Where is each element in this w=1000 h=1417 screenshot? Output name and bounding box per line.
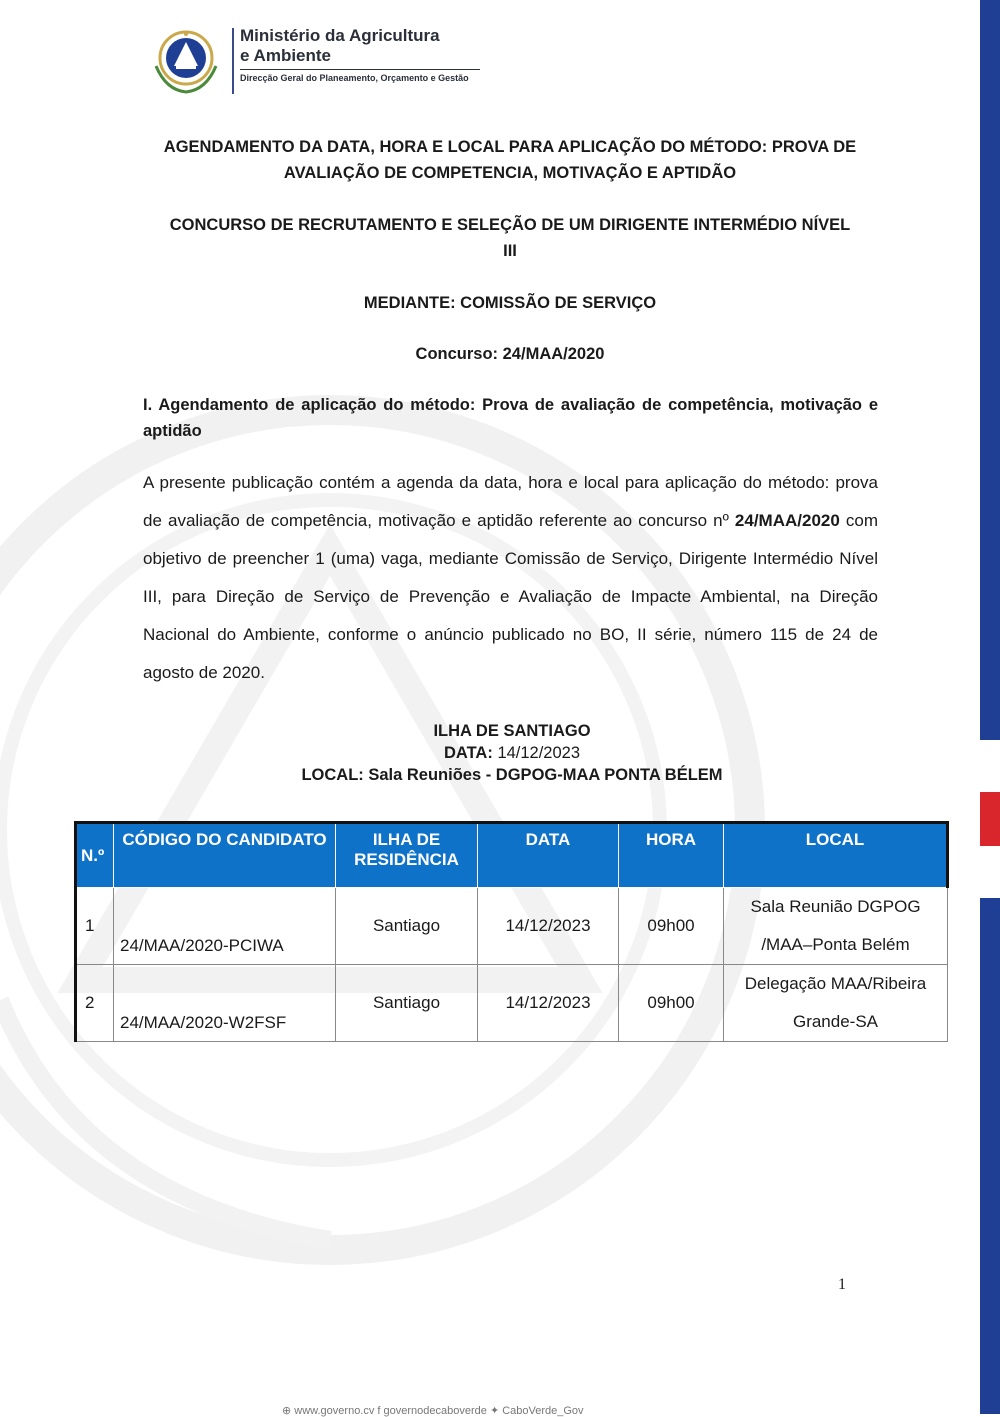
body-bold-reference: 24/MAA/2020 <box>734 511 840 530</box>
row-local <box>724 965 948 1042</box>
document-title <box>140 134 880 186</box>
island-local: LOCAL: Sala Reuniões - DGPOG-MAA PONTA BÉLEM <box>301 766 723 784</box>
island-date-value: 14/12/2023 <box>497 744 581 762</box>
row-local <box>724 888 948 965</box>
header-date: DATA <box>478 823 619 888</box>
row-local-line1: Sala Reunião DGPOG <box>750 897 921 916</box>
header-time: HORA <box>619 823 724 888</box>
table-row <box>76 965 948 1042</box>
body-text-part1: A presente publicação contém a agenda da data, hora e local para aplicação do método: prova de avaliação de competência, motivação e aptidão referente ao concurso nº <box>143 473 878 530</box>
coat-of-arms-icon <box>146 26 226 96</box>
footer-social-links: ⊕ www.governo.cv f governodecaboverde ✦ CaboVerde_Gov <box>282 1405 584 1417</box>
edge-stripe-blue-bottom <box>980 898 1000 1414</box>
body-paragraph <box>143 464 878 692</box>
contest-title <box>140 212 880 264</box>
row-local-line1: Delegação MAA/Ribeira <box>744 974 927 993</box>
row-number: 2 <box>76 965 114 1042</box>
edge-stripe-blue <box>980 0 1000 740</box>
row-candidate-code: 24/MAA/2020-PCIWA <box>114 888 336 965</box>
row-island: Santiago <box>336 888 478 965</box>
row-local-line2: Grande-SA <box>792 1012 879 1031</box>
document-title-line1: AGENDAMENTO DA DATA, HORA E LOCAL PARA APLICAÇÃO DO MÉTODO: PROVA DE <box>163 138 857 156</box>
island-date <box>140 742 884 764</box>
section-title: I. Agendamento de aplicação do método: Prova de avaliação de competência, motivação e aptidão <box>143 396 878 440</box>
contest-title-line2: III <box>503 242 517 260</box>
row-candidate-code: 24/MAA/2020-W2FSF <box>114 965 336 1042</box>
header-candidate-code: CÓDIGO DO CANDIDATO <box>114 823 336 888</box>
contest-title-line1: CONCURSO DE RECRUTAMENTO E SELEÇÃO DE UM DIRIGENTE INTERMÉDIO NÍVEL <box>169 216 851 234</box>
row-local-line2: /MAA–Ponta Belém <box>761 935 910 954</box>
page-number: 1 <box>838 1276 846 1293</box>
ministry-name-line2: e Ambiente <box>240 46 332 65</box>
edge-stripe-red <box>980 792 1000 846</box>
row-date: 14/12/2023 <box>478 888 619 965</box>
island-date-label: DATA: <box>443 744 493 762</box>
row-island: Santiago <box>336 965 478 1042</box>
body-text-part2: com objetivo de preencher 1 (uma) vaga, mediante Comissão de Serviço, Dirigente Intermédio Nível III, para Direção de Serviço de Prevenção e Avaliação de Impacte Ambiental, na Direção Nacional do Ambiente, conforme o anúncio publicado no BO, II série, número 115 de 24 de agosto de 2020. <box>143 511 879 682</box>
letterhead <box>146 26 480 96</box>
header-divider <box>232 28 234 94</box>
header-local: LOCAL <box>724 823 948 888</box>
row-time: 09h00 <box>619 965 724 1042</box>
header-rule <box>240 69 480 70</box>
row-date: 14/12/2023 <box>478 965 619 1042</box>
header-number: N.º <box>76 823 114 888</box>
island-schedule-summary <box>140 720 884 786</box>
table-row <box>76 888 948 965</box>
island-name: ILHA DE SANTIAGO <box>433 722 591 740</box>
schedule-table <box>74 821 949 1042</box>
row-number: 1 <box>76 888 114 965</box>
mediante-heading: MEDIANTE: COMISSÃO DE SERVIÇO <box>363 294 657 312</box>
header-island: ILHA DE RESIDÊNCIA <box>336 823 478 888</box>
ministry-name-line1: Ministério da Agricultura <box>240 26 440 45</box>
concurso-heading: Concurso: 24/MAA/2020 <box>415 345 605 363</box>
department-name: Direcção Geral do Planeamento, Orçamento e Gestão <box>240 73 469 83</box>
table-header-row <box>76 823 948 888</box>
document-title-line2: AVALIAÇÃO DE COMPETENCIA, MOTIVAÇÃO E APTIDÃO <box>283 164 737 182</box>
row-time: 09h00 <box>619 888 724 965</box>
